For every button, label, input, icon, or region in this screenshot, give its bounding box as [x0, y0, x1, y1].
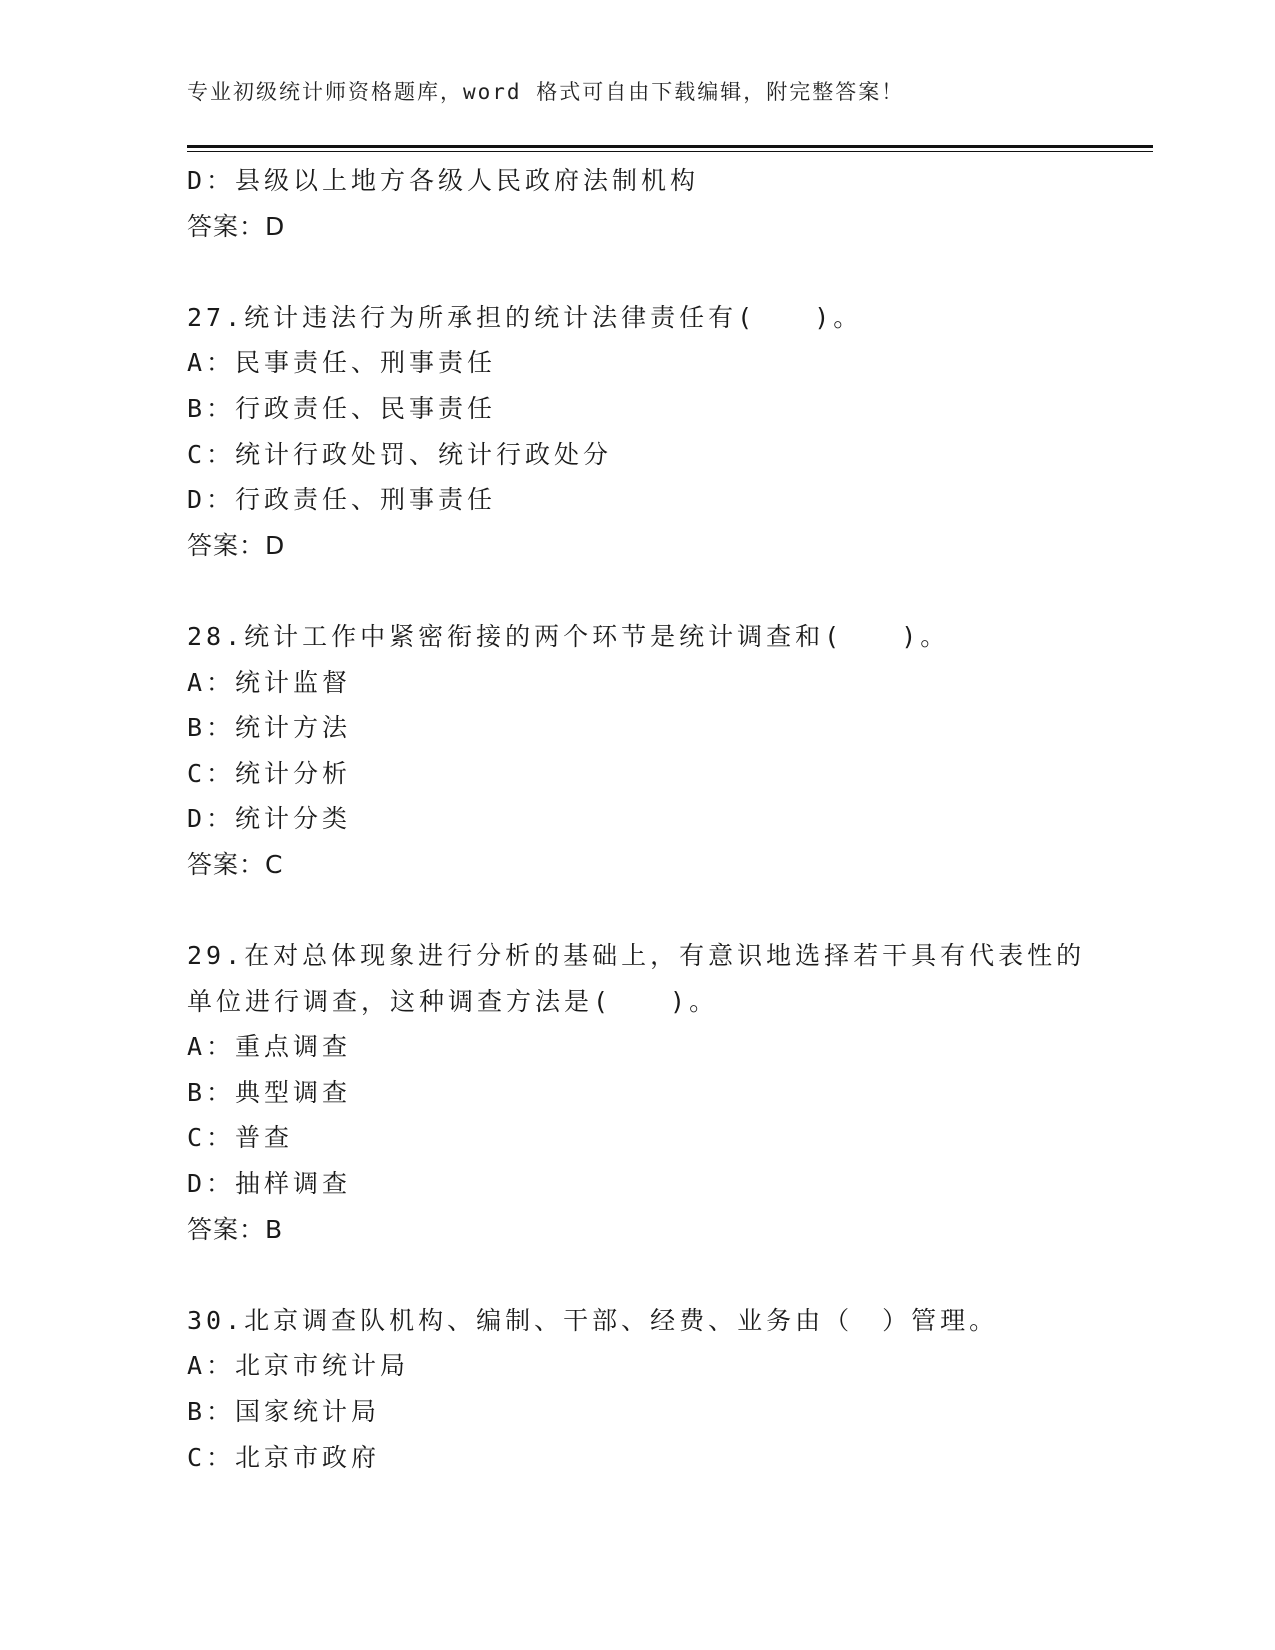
- option-c: C：普查: [187, 1123, 294, 1153]
- option-b: B：国家统计局: [187, 1397, 381, 1427]
- question-28-block: [187, 614, 1153, 888]
- question-30-block: [187, 1298, 1153, 1480]
- question-list: [187, 158, 1153, 1480]
- spacer: [187, 888, 1153, 934]
- option-c: C：统计分析: [187, 758, 352, 788]
- option-d: D：县级以上地方各级人民政府法制机构: [187, 166, 700, 195]
- question-text-line-2: 单位进行调查，这种调查方法是( )。: [187, 986, 719, 1016]
- option-b: B：典型调查: [187, 1077, 352, 1107]
- option-c: C：北京市政府: [187, 1442, 381, 1472]
- question-26-block: [187, 158, 1153, 249]
- option-b: B：统计方法: [187, 713, 352, 743]
- question-29-block: [187, 933, 1153, 1252]
- header-rule-thin: [187, 151, 1153, 152]
- header-rule-thick: [187, 145, 1153, 148]
- answer: 答案：D: [187, 530, 286, 560]
- question-text: 27.统计违法行为所承担的统计法律责任有( )。: [187, 302, 863, 332]
- question-text: 30.北京调查队机构、编制、干部、经费、业务由（ ）管理。: [187, 1305, 999, 1335]
- option-d: D：统计分类: [187, 804, 352, 834]
- option-d: D：行政责任、刑事责任: [187, 485, 497, 515]
- question-text: 28.统计工作中紧密衔接的两个环节是统计调查和( )。: [187, 621, 950, 651]
- spacer: [187, 1252, 1153, 1298]
- spacer: [187, 249, 1153, 295]
- option-a: A：统计监督: [187, 667, 352, 697]
- answer: 答案：B: [187, 1214, 284, 1244]
- page-header: 专业初级统计师资格题库，word 格式可自由下载编辑，附完整答案！: [187, 80, 905, 104]
- option-a: A：北京市统计局: [187, 1351, 410, 1381]
- answer: 答案：D: [187, 211, 286, 241]
- option-b: B：行政责任、民事责任: [187, 393, 497, 423]
- option-a: A：重点调查: [187, 1032, 352, 1062]
- option-a: A：民事责任、刑事责任: [187, 348, 497, 378]
- question-27-block: [187, 295, 1153, 569]
- answer: 答案：C: [187, 849, 284, 879]
- option-c: C：统计行政处罚、统计行政处分: [187, 439, 613, 469]
- option-d: D：抽样调查: [187, 1169, 352, 1199]
- spacer: [187, 568, 1153, 614]
- question-text-line-1: 29.在对总体现象进行分析的基础上，有意识地选择若干具有代表性的: [187, 941, 1086, 971]
